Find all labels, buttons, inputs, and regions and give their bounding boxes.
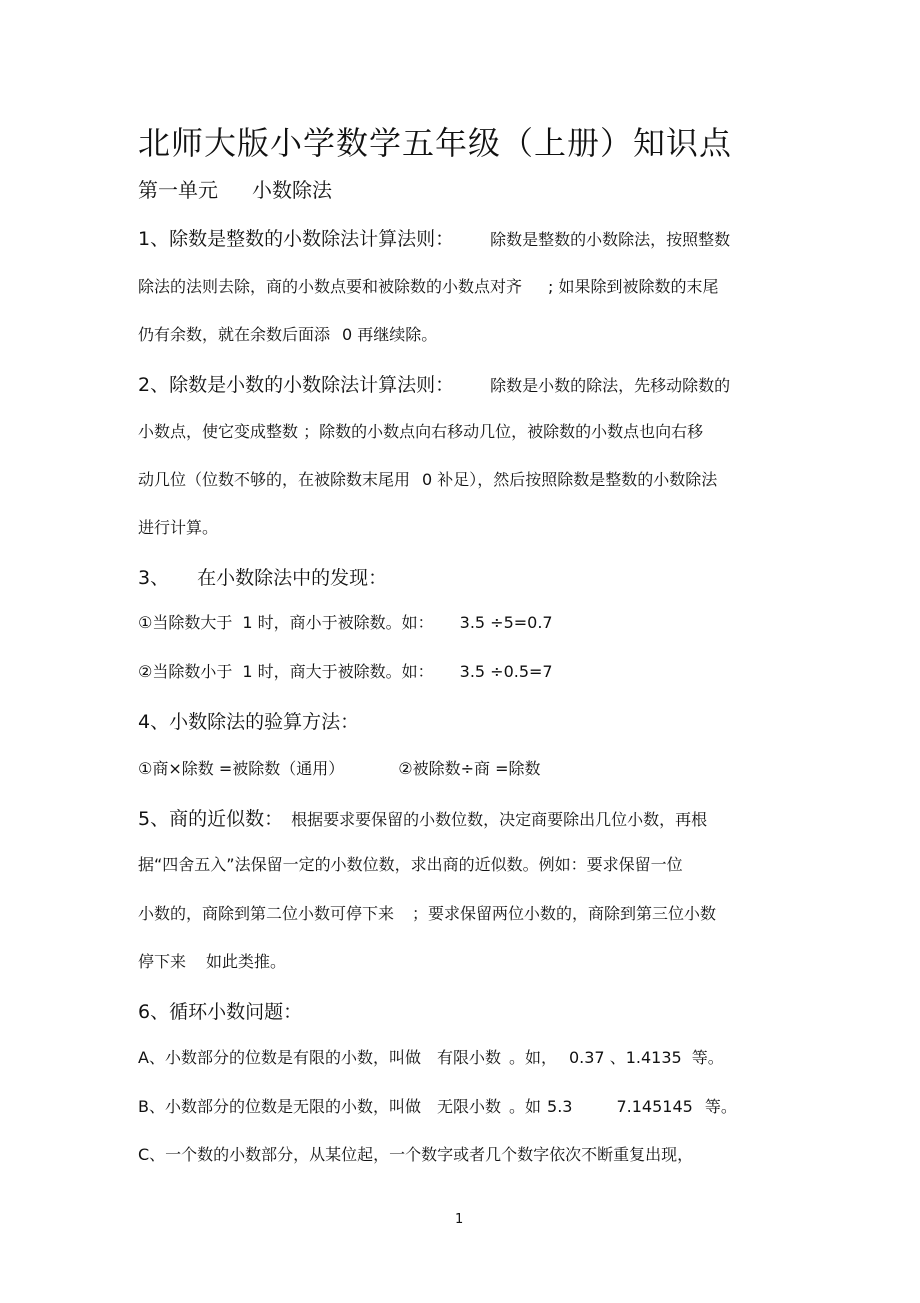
section-1-text: ; 如果除到被除数的末尾 — [548, 277, 719, 296]
item-text: 。如， — [508, 1048, 557, 1067]
section-5-text: 小数的，商除到第二位小数可停下来 — [138, 904, 395, 923]
section-5-heading: 5、商的近似数： — [138, 808, 284, 830]
section-5-line-4 — [138, 949, 286, 972]
item-text: ②当除数小于 — [138, 662, 233, 681]
section-6-item-b — [138, 1094, 737, 1117]
section-5-text: 据“四舍五入”法保留一定的小数位数，求出商的近似数。例如：要求保留一位 — [138, 855, 683, 874]
term-infinite-decimal: 无限小数 — [436, 1097, 501, 1116]
section-6-item-a — [138, 1045, 724, 1068]
item-text: A、小数部分的位数是有限的小数，叫做 — [138, 1048, 421, 1067]
section-1-heading: 1、除数是整数的小数除法计算法则： — [138, 228, 455, 250]
item-example: 0.37 、1.4135 — [568, 1048, 682, 1067]
unit-heading — [138, 174, 332, 203]
section-4-line-2 — [138, 756, 541, 779]
term-finite-decimal: 有限小数 — [436, 1048, 501, 1067]
section-3-heading: 在小数除法中的发现： — [197, 567, 388, 589]
page-title: 北师大版小学数学五年级（上册）知识点 — [138, 124, 733, 162]
item-text: 1 时，商大于被除数。如： — [242, 662, 434, 681]
section-2-line-4 — [138, 515, 218, 538]
item-text: 1 时，商小于被除数。如： — [242, 613, 434, 632]
item-text: 。如 — [509, 1097, 542, 1116]
check-method-2: ②被除数÷商 =除数 — [398, 759, 541, 778]
section-3-line-1 — [138, 563, 387, 590]
section-5-text: 停下来 — [138, 952, 187, 971]
item-text: C、一个数的小数部分，从某位起，一个数字或者几个数字依次不断重复出现， — [138, 1145, 694, 1164]
section-2-text: 小数点，使它变成整数 ；除数的小数点向右移动几位，被除数的小数点也向右移 — [138, 422, 704, 441]
item-text: 等。 — [691, 1048, 724, 1067]
section-6-line-1 — [138, 997, 302, 1024]
section-2-line-3 — [138, 467, 717, 490]
section-6-item-c — [138, 1142, 693, 1165]
section-1-text: 0 再继续除。 — [342, 325, 438, 344]
item-text: B、小数部分的位数是无限的小数，叫做 — [138, 1097, 421, 1116]
section-1-text: 仍有余数，就在余数后面添 — [138, 325, 331, 344]
item-text: 等。 — [704, 1097, 737, 1116]
unit-label: 第一单元 — [138, 178, 218, 202]
section-5-text: 如此类推。 — [206, 952, 287, 971]
section-2-text: 进行计算。 — [138, 518, 219, 537]
item-text: ①当除数大于 — [138, 613, 233, 632]
section-2-text: 动几位（位数不够的，在被除数末尾用 — [138, 470, 411, 489]
section-3-item-2 — [138, 659, 553, 682]
section-2-heading: 2、除数是小数的小数除法计算法则： — [138, 374, 455, 396]
item-formula: 3.5 ÷0.5=7 — [459, 662, 553, 681]
section-2-line-2 — [138, 419, 703, 442]
section-5-text: ；要求保留两位小数的，商除到第三位小数 — [412, 904, 717, 923]
section-5-line-3 — [138, 901, 716, 924]
section-5-line-1 — [138, 804, 707, 831]
section-1-line-1 — [138, 224, 730, 251]
section-1-text: 除法的法则去除，商的小数点要和被除数的小数点对齐 — [138, 277, 523, 296]
section-2-text: 0 补足），然后按照除数是整数的小数除法 — [422, 470, 718, 489]
page-number: 1 — [455, 1212, 464, 1227]
item-formula: 3.5 ÷5=0.7 — [459, 613, 553, 632]
section-1-line-2 — [138, 274, 719, 297]
section-1-line-3 — [138, 322, 437, 345]
section-6-heading: 6、循环小数问题： — [138, 1001, 303, 1023]
item-example: 5.3 — [547, 1097, 573, 1116]
section-4-line-1 — [138, 707, 359, 734]
section-3-item-1 — [138, 610, 553, 633]
section-2-line-1 — [138, 370, 730, 397]
section-3-number: 3、 — [138, 567, 170, 589]
unit-name: 小数除法 — [252, 178, 332, 202]
section-4-heading: 4、小数除法的验算方法： — [138, 711, 360, 733]
section-2-text: 除数是小数的除法，先移动除数的 — [490, 376, 731, 395]
section-5-text: 根据要求要保留的小数位数，决定商要除出几位小数，再根 — [291, 810, 708, 829]
item-example: 7.145145 — [616, 1097, 693, 1116]
section-5-line-2 — [138, 852, 683, 875]
section-1-text: 除数是整数的小数除法，按照整数 — [490, 230, 731, 249]
check-method-1: ①商×除数 =被除数（通用） — [138, 759, 345, 778]
